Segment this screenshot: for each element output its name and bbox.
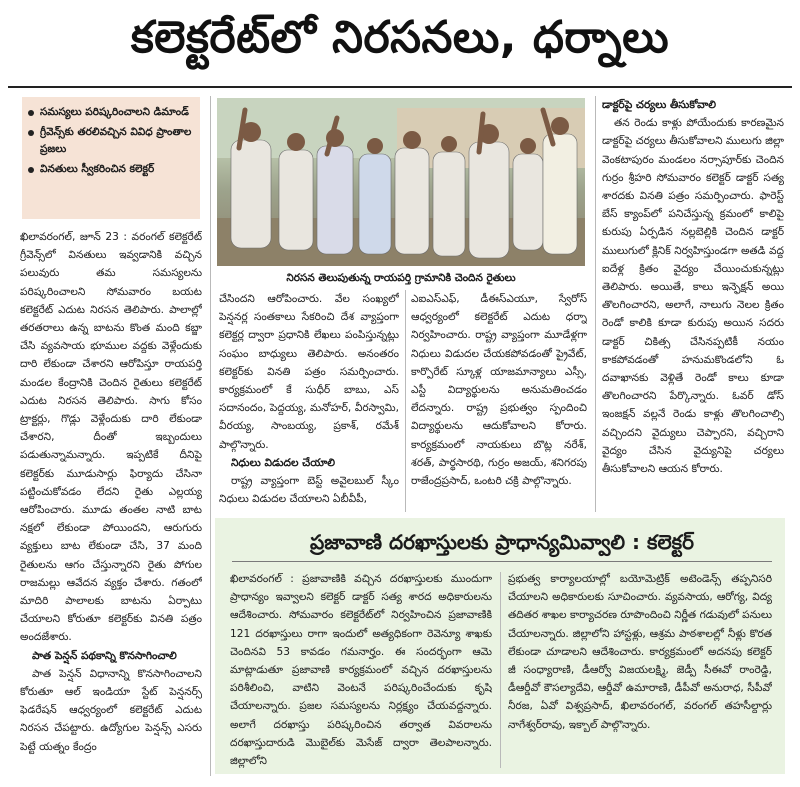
col1-sub-paragraph: పాత పెన్షన్ విధానాన్ని కొనసాగించాలని కోరుతూ ఆల్ ఇండియా స్టేట్ పెన్షనర్స్ ఫెడరేషన్ ఆధ్వర్యంలో కలెక్టరేట్ ఎదుట నిరసన చేపట్టారు. ఉద్యోగుల పెన్షన్స్ ఎసరు పెట్టే యత్నం కేంద్రం: [20, 667, 202, 753]
prajavani-right-paragraph: ప్రభుత్వ కార్యాలయాల్లో బయోమెట్రిక్ అటెండెన్స్ తప్పనిసరి చేయాలని అధికారులకు సూచించారు. వ్యవసాయ, ఆరోగ్య, విద్య తదితర శాఖల కార్యాచరణ రూపొందించి నిర్ణీత గడువులో పనులు చేయాలన్నారు. జిల్లాలోని హాస్టళ్లు, ఆశ్రమ పాఠశాలల్లో నీళ్లు కొరత లేకుండా చూడాలని ఆదేశించారు. కార్యక్రమంలో అదనపు కలెక్టర్ జీ సంధ్యారాణి, డీఆర్వో విజయలక్ష్మి, జెడ్పీ సీఈవో రాంరెడ్డి, డీఆర్డీవో కౌసల్యాదేవి, ఆర్డీవో ఉమారాణి, డీపీవో అనురాధ, సీపీవో నీరజ, ఏవో విశ్వప్రసాద్, ఖిలావరంగల్, వరంగల్ తహసీల్దార్లు నాగేశ్వర్‌రావు, ఇక్బాల్ పాల్గొన్నారు.: [508, 573, 772, 731]
prajavani-column-left: [230, 570, 492, 770]
prajavani-rule: [232, 561, 772, 562]
highlights-box: [22, 97, 200, 219]
col2-paragraph: చేసిందని ఆరోపించారు. వేల సంఖ్యలో పెన్షనర్ల సంతకాలు సేకరించి దేశ వ్యాప్తంగా కలెక్టర్ల ద్వారా ప్రధానికి లేఖలు పంపిస్తున్నట్లు సంఘం బాధ్యులు తెలిపారు. అనంతరం కలెక్టర్‌కు వినతి పత్రం సమర్పించారు. కార్యక్రమంలో కే సుధీర్ బాబు, ఎస్ సదానందం, పెద్దయ్య, మనోహర్, వీరస్వామి, వీరయ్య, సాంబయ్య, ప్రకాశ్, రమేశ్ పాల్గొన్నారు.: [219, 293, 399, 451]
column-divider: [500, 572, 501, 768]
col4-subheading: డాక్టర్‌పై చర్యలు తీసుకోవాలి: [602, 99, 716, 111]
highlight-item: సమస్యలు పరిష్కరించాలని డిమాండ్: [28, 104, 194, 121]
headline-rule: [8, 86, 792, 88]
article-headline: కలెక్టరేట్‌లో నిరసనలు, ధర్నాలు: [130, 12, 670, 63]
bullet-icon: [28, 167, 34, 173]
column-divider: [405, 290, 406, 512]
prajavani-column-right: [508, 570, 772, 770]
column-1: [20, 228, 202, 776]
photo-caption: నిరసన తెలుపుతున్న రాయపర్తి గ్రామానికి చెందిన రైతులు: [286, 272, 516, 284]
column-4: [602, 96, 784, 510]
bullet-icon: [28, 130, 34, 136]
highlight-item: వినతులు స్వీకరించిన కలెక్టర్: [28, 161, 194, 178]
bullet-icon: [28, 110, 34, 116]
col4-paragraph: తన రెండు కాళ్లు పోయేందుకు కారణమైన డాక్టర్‌పై చర్యలు తీసుకోవాలని ములుగు జిల్లా వెంకటాపురం మండలం నర్సాపూర్‌కు చెందిన గుర్రం శ్రీహరి సోమవారం కలెక్టర్ డాక్టర్ సత్య శారదకు వినతి పత్రం సమర్పించారు. ఫారెస్ట్ బేస్ క్యాంప్‌లో పనిచేస్తున్న క్రమంలో కాలిపై కురుపు ఏర్పడిన నల్లబెల్లికి చెందిన డాక్టర్ ములుగులో క్లినిక్ నిర్వహిస్తుండగా అతడి వద్ద ఐదేళ్ల క్రితం వైద్యం చేయించుకున్నట్లు తెలిపారు. అయితే, కాలు ఇన్ఫెక్షన్ అయి తొలగించారని, అలాగే, నాలుగు నెలల క్రితం రెండో కాలికి కూడా కురుపు అయిన సదరు డాక్టర్ చికిత్స చేసినప్పటికీ నయం కాకపోవడంతో హనుమకొండలోని ఓ దవాఖానకు వెళ్లితే రెండో కాలు కూడా తొలగించారని పేర్కొన్నారు. ఓవర్ డోస్ ఇంజక్షన్ వల్లనే రెండు కాళ్లు తొలగించాల్సి వచ్చిందని వైద్యులు చెప్పారని, వచ్చిరాని వైద్యం చేసిన వైద్యునిపై చర్యలు తీసుకోవాలని ఆయన కోరారు.: [602, 117, 784, 476]
highlight-item: గ్రీవెన్స్‌కు తరలివచ్చిన వివిధ ప్రాంతాల ప్రజలు: [28, 124, 194, 158]
col1-paragraph: ఖిలావరంగల్, జూన్ 23 : వరంగల్ కలెక్టరేట్ గ్రీవెన్స్‌లో వినతులు ఇవ్వడానికి వచ్చిన పలువురు తమ సమస్యలను పరిష్కరించాలని సోమవారం బయట కలెక్టరేట్ ఎదుట నిరసన తెలిపారు. పాలాల్లో తరతరాలు ఉన్న బాటను కొంత మంది కబ్జా చేసి వ్యవసాయ భూముల వద్దకు వెళ్లేందుకు దారి లేకుండా చేశారని ఆరోపిస్తూ రాయపర్తి మండల కేంద్రానికి చెందిన రైతులు కలెక్టరేట్ ఎదుట నిరసన తెలిపారు. సాగు కోసం ట్రాక్టర్లు, గొడ్లు వెళ్లేందుకు దారి లేకుండా చేశారని, దీంతో ఇబ్బందులు పడుతున్నామన్నారు. ఇప్పటికే దీనిపై కలెక్టర్‌కు మూడుసార్లు ఫిర్యాదు చేసినా పట్టించుకోవడం లేదని రైతు ఎల్లయ్య ఆరోపించారు. మూడు తంతల నాటి బాట నక్షలో లేకుండా పోయిందని, ఆరుగురు వ్యక్తులు బాట లేకుండా చేసి, 37 మంది రైతులను ఆగం చేస్తున్నారని రైతు పోగుల రాజమల్లు ఆవేదన వ్యక్తం చేశారు. గతంలో మాదిరి పాలాలకు బాటను ఏర్పాటు చేయాలని కోరుతూ కలెక్టర్‌కు వినతి పత్రం అందజేశారు.: [20, 231, 202, 644]
protest-photo: [217, 98, 585, 266]
column-divider: [210, 96, 211, 776]
col2-sub-paragraph: రాష్ట్ర వ్యాప్తంగా బెస్ట్ అవైలబుల్ స్కీం నిధులు విడుదల చేయాలని ఏబీవీపీ,: [219, 475, 399, 506]
col3-paragraph: ఎఐఎస్ఎఫ్, డీఈస్‌ఎయూ, స్వేరోస్ ఆధ్వర్యంలో కలెక్టరేట్ ఎదుట ధర్నా నిర్వహించారు. రాష్ట్ర వ్యాప్తంగా మూడేళ్లగా నిధులు విడుదల చేయకపోవడంతో ప్రైవేట్, కార్పొరేట్ స్కూళ్ల యాజమాన్యాలు ఎస్సీ, ఎస్టీ విద్యార్థులను అనుమతించడం లేదన్నారు. రాష్ట్ర ప్రభుత్వం స్పందించి విద్యార్థులను ఆదుకోవాలని కోరారు. కార్యక్రమంలో నాయకులు బొట్ల నరేశ్, శరత్, పార్థసారథి, గుర్రం అజయ్, శనిగరపు రాజేంద్రప్రసాద్, ఒంటరి చక్రి పాల్గొన్నారు.: [411, 293, 587, 488]
column-divider: [595, 96, 596, 512]
farmers-illustration: [217, 98, 585, 266]
column-3: [411, 290, 587, 512]
col2-subheading: నిధులు విడుదల చేయాలి: [231, 456, 336, 469]
col1-subheading: పాత పెన్షన్ పథకాన్ని కొనసాగించాలి: [32, 649, 177, 662]
column-2: [219, 290, 399, 512]
prajavani-left-paragraph: ఖిలావరంగల్ : ప్రజావాణికి వచ్చిన దరఖాస్తులకు ముందుగా ప్రాధాన్యం ఇవ్వాలని కలెక్టర్ డాక్టర్ సత్య శారద అధికారులను ఆదేశించారు. సోమవారం కలెక్టరేట్‌లో నిర్వహించిన ప్రజావాణికి 121 దరఖాస్తులు రాగా ఇందులో అత్యధికంగా రెవెన్యూ శాఖకు చెందినవి 53 కావడం గమనార్హం. ఈ సందర్భంగా ఆమె మాట్లాడుతూ ప్రజావాణి కార్యక్రమంలో వచ్చిన దరఖాస్తులను పరిశీలించి, వాటిని వెంటనే పరిష్కరించేందుకు కృషి చేయాలన్నారు. ప్రజల సమస్యలను నిర్లక్ష్యం చేయవద్దన్నారు. అలాగే దరఖాస్తు పరిష్కరించిన తర్వాత వివరాలను దరఖాస్తుదారుడి మొబైల్‌కు మెసేజ్ ద్వారా తెలపాలన్నారు. జిల్లాలోని: [230, 573, 492, 768]
prajavani-title: ప్రజావాణి దరఖాస్తులకు ప్రాధాన్యమివ్వాలి : కలెక్టర్: [310, 530, 694, 554]
